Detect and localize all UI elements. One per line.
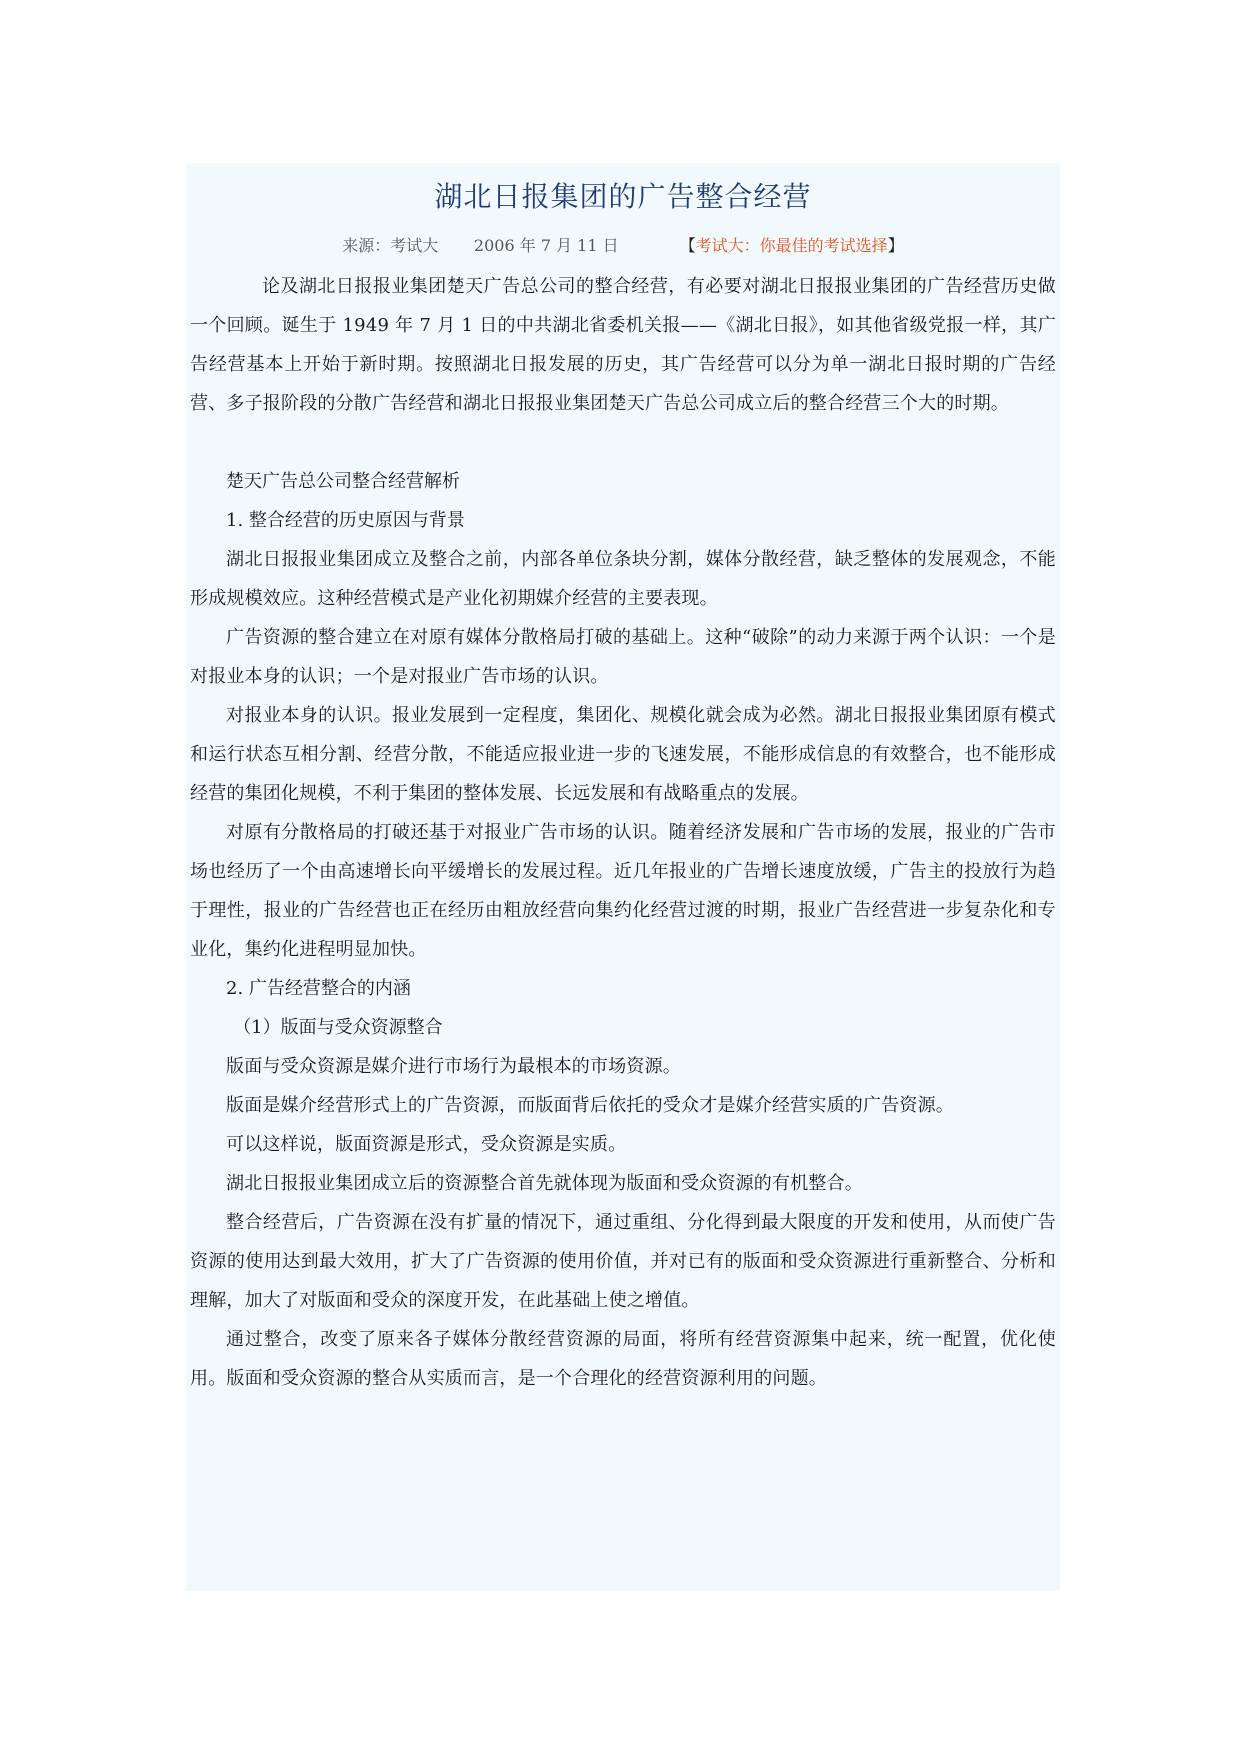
body-paragraph: 湖北日报报业集团成立后的资源整合首先就体现为版面和受众资源的有机整合。: [226, 1173, 863, 1194]
intro-paragraph: 论及湖北日报报业集团楚天广告总公司的整合经营，有必要对湖北日报报业集团的广告经营历史做一个回顾。诞生于 1949 年 7 月 1 日的中共湖北省委机关报——《湖北日报》，如其他省级党报一样，其广告经营基本上开始于新时期。按照湖北日报发展的历史，其广告经营可以分为单一湖北日报时期的广告经营、多子报阶段的分散广告经营和湖北日报报业集团楚天广告总公司成立后的整合经营三个大的时期。: [190, 276, 1056, 414]
article-meta: [190, 235, 1056, 257]
section2-subheading: （1）版面与受众资源整合: [233, 1017, 443, 1038]
section2-heading: 2. 广告经营整合的内涵: [226, 978, 411, 999]
body-paragraph: 整合经营后，广告资源在没有扩量的情况下，通过重组、分化得到最大限度的开发和使用，从而使广告资源的使用达到最大效用，扩大了广告资源的使用价值，并对已有的版面和受众资源进行重新整合、分析和理解，加大了对版面和受众的深度开发，在此基础上使之增值。: [190, 1212, 1056, 1311]
body-paragraph: 广告资源的整合建立在对原有媒体分散格局打破的基础上。这种“破除”的动力来源于两个认识：一个是对报业本身的认识；一个是对报业广告市场的认识。: [190, 627, 1056, 687]
slogan-link[interactable]: 考试大：你最佳的考试选择: [695, 236, 888, 255]
body-paragraph: 对原有分散格局的打破还基于对报业广告市场的认识。随着经济发展和广告市场的发展，报业的广告市场也经历了一个由高速增长向平缓增长的发展过程。近几年报业的广告增长速度放缓，广告主的投放行为趋于理性，报业的广告经营也正在经历由粗放经营向集约化经营过渡的时期，报业广告经营进一步复杂化和专业化，集约化进程明显加快。: [190, 822, 1056, 960]
body-paragraph: 版面是媒介经营形式上的广告资源，而版面背后依托的受众才是媒介经营实质的广告资源。: [226, 1095, 954, 1116]
document-page: [186, 163, 1060, 1591]
slogan-open-bracket: 【: [679, 236, 696, 255]
body-paragraph: 对报业本身的认识。报业发展到一定程度，集团化、规模化就会成为必然。湖北日报报业集团原有模式和运行状态互相分割、经营分散，不能适应报业进一步的飞速发展，不能形成信息的有效整合，也不能形成经营的集团化规模，不利于集团的整体发展、长远发展和有战略重点的发展。: [190, 705, 1056, 804]
source-label: 来源：考试大: [342, 236, 439, 255]
section1-heading: 1. 整合经营的历史原因与背景: [226, 510, 465, 531]
publish-date: 2006 年 7 月 11 日: [473, 236, 619, 255]
spacer: [190, 423, 1056, 462]
section-title: 楚天广告总公司整合经营解析: [226, 471, 460, 492]
article-title: 湖北日报集团的广告整合经营: [434, 180, 812, 213]
slogan-close-bracket: 】: [887, 236, 904, 255]
body-paragraph: 湖北日报报业集团成立及整合之前，内部各单位条块分割，媒体分散经营，缺乏整体的发展观念，不能形成规模效应。这种经营模式是产业化初期媒介经营的主要表现。: [190, 549, 1056, 609]
body-paragraph: 通过整合，改变了原来各子媒体分散经营资源的局面，将所有经营资源集中起来，统一配置，优化使用。版面和受众资源的整合从实质而言，是一个合理化的经营资源利用的问题。: [190, 1329, 1056, 1389]
body-paragraph: 可以这样说，版面资源是形式，受众资源是实质。: [226, 1134, 627, 1155]
body-paragraph: 版面与受众资源是媒介进行市场行为最根本的市场资源。: [226, 1056, 681, 1077]
